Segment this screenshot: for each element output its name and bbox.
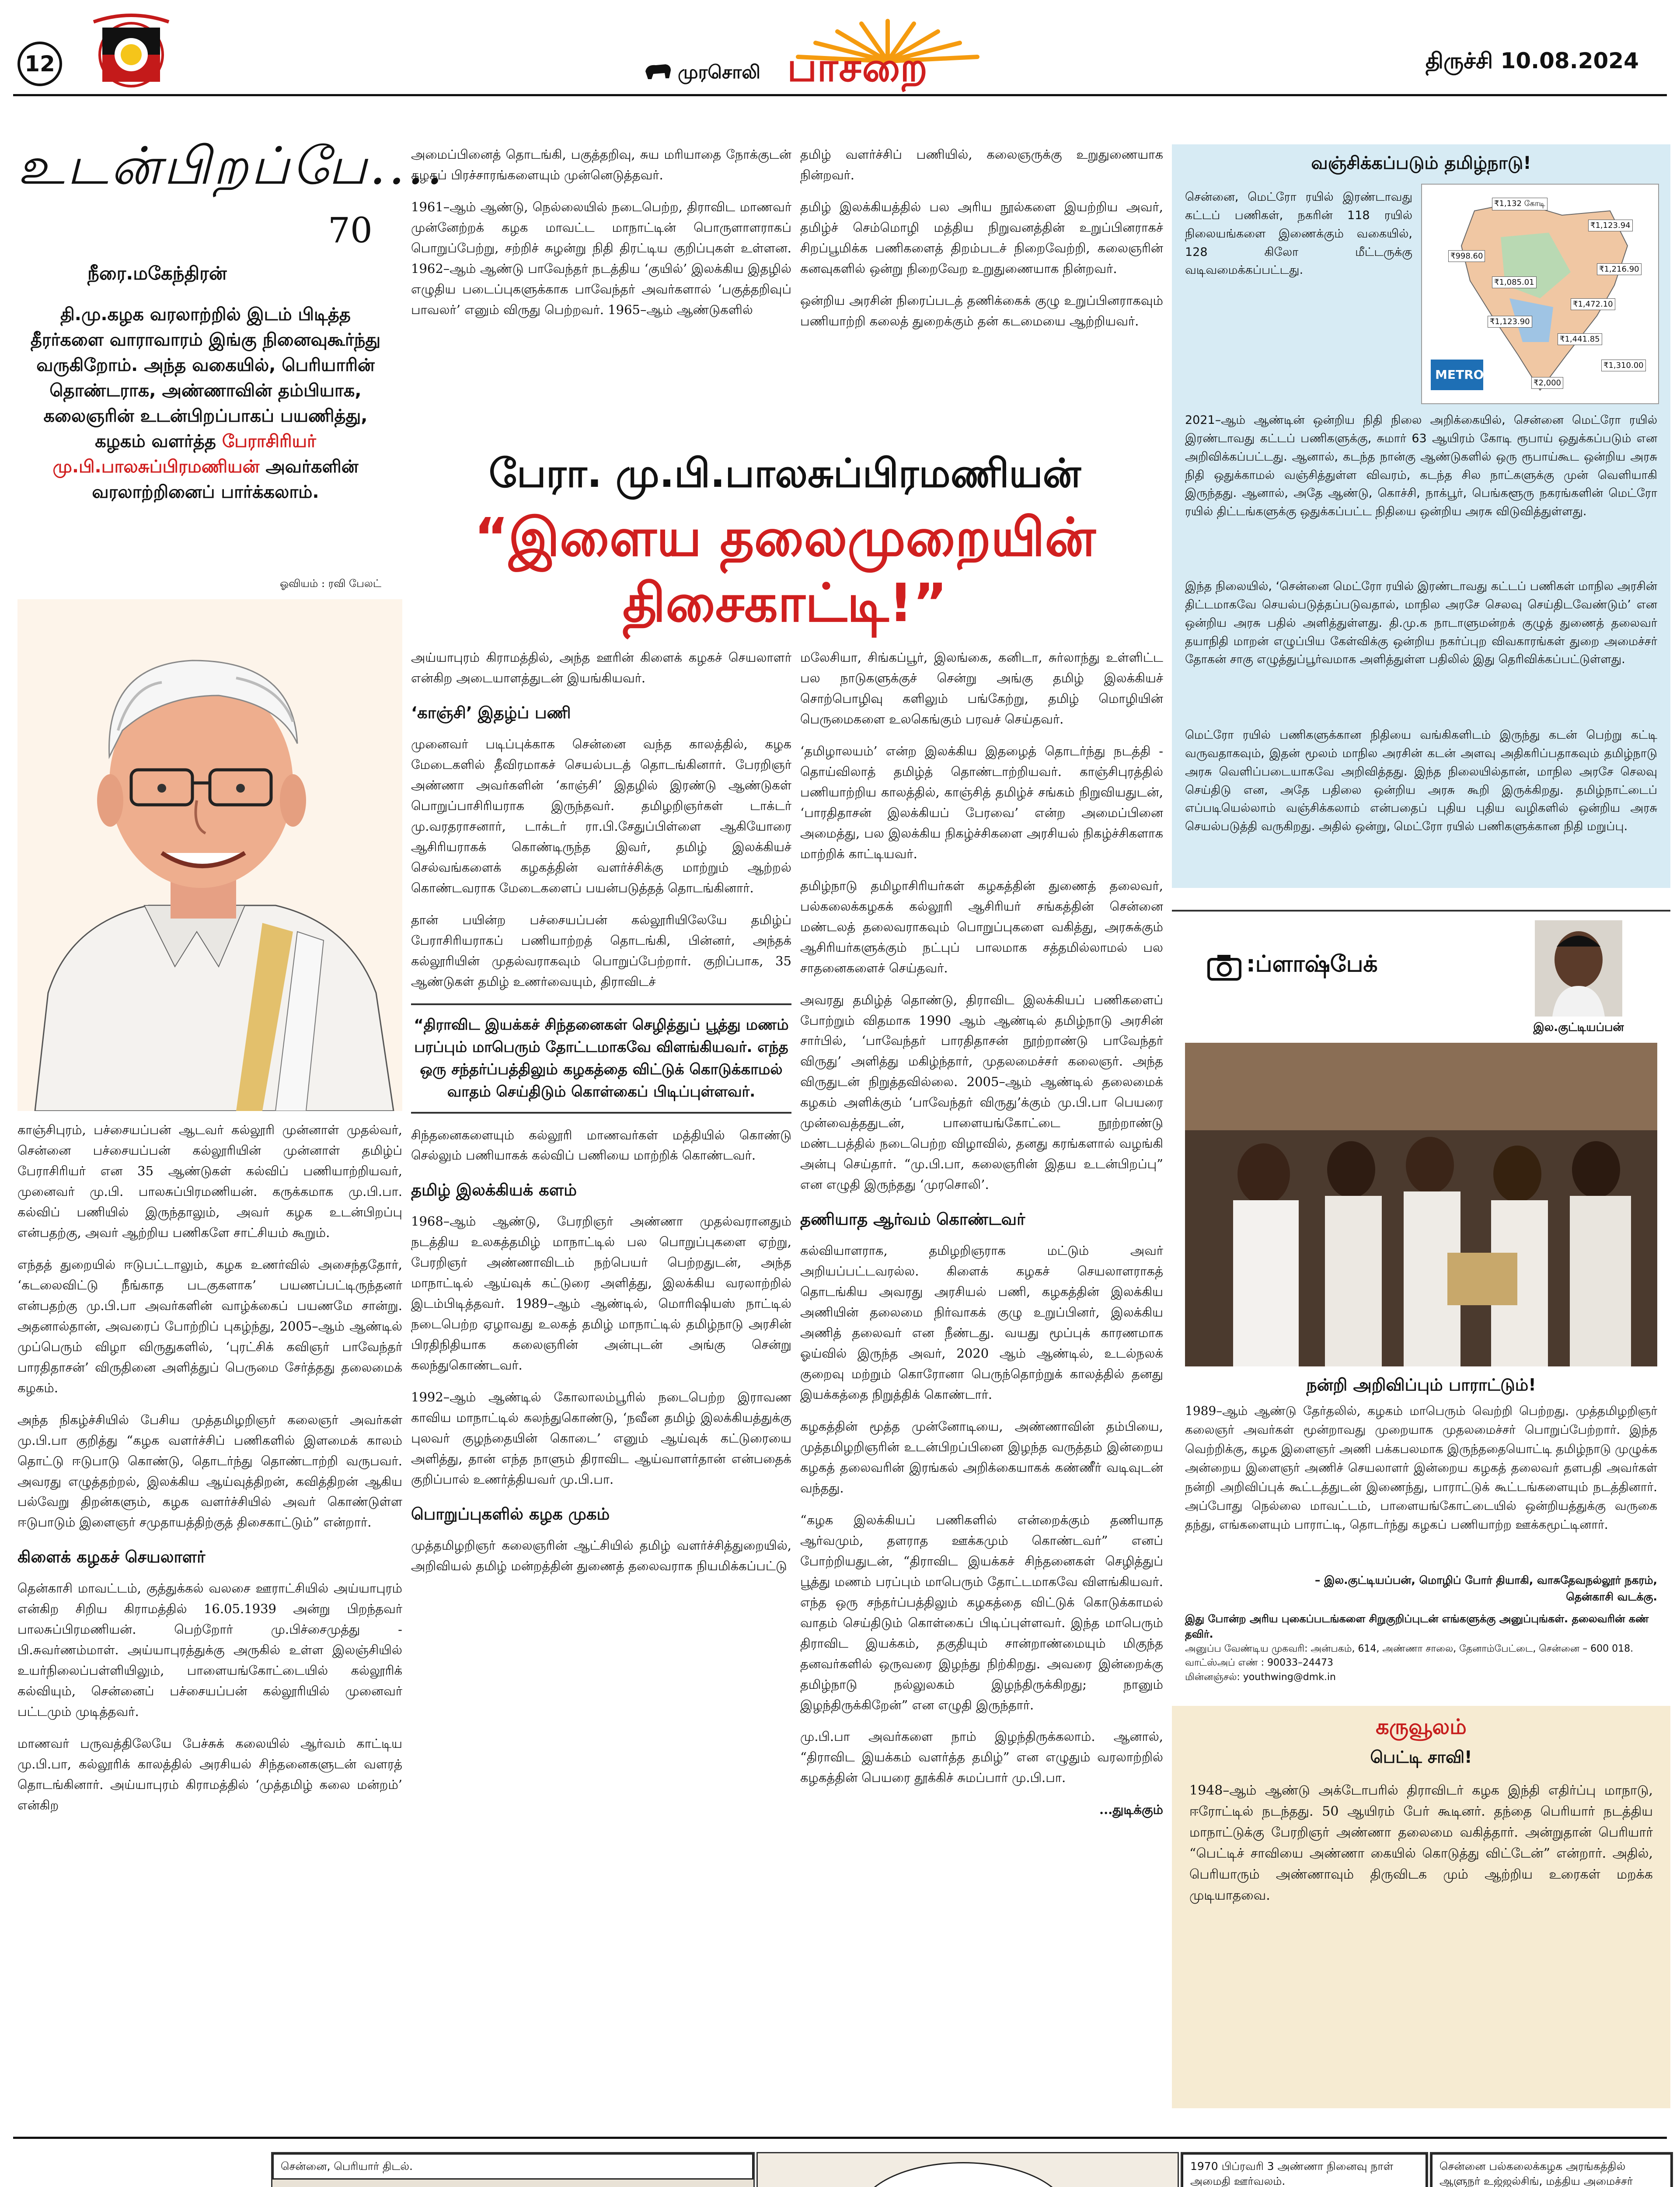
headline-line1: “இளைய தலைமுறையின்: [474, 507, 1096, 568]
metro-map-value-1: ₹1,132 கோடி: [1492, 198, 1548, 210]
page-header: [0, 0, 1680, 92]
metro-map-value-3: ₹998.60: [1448, 250, 1485, 262]
intro-before: தி.மு.கழக வரலாற்றில் இடம் பிடித்த தீரர்களை வாராவாரம் இங்கு நினைவுகூர்ந்து வருகிறோம். அந்த வகையில், பெரியாரின் தொண்டராக, அண்ணாவின் தம்பியாக, கலைஞரின் உடன்பிறப்பாகப் பயணித்து, கழகம் வளர்த்த: [30, 304, 381, 451]
panel-1-caption: சென்னை, பெரியார் திடல்.: [272, 2153, 753, 2180]
comic-panel-2: [756, 2152, 1179, 2187]
metro-map-value-4: ₹1,216.90: [1597, 263, 1642, 275]
page-number: 12: [17, 42, 62, 86]
flashback-email: மின்னஞ்சல்: youthwing@dmk.in: [1185, 1672, 1336, 1683]
city-date: திருச்சி 10.08.2024: [1426, 48, 1639, 73]
karuvoolam-subtitle: பெட்டி சாவி!: [1370, 1747, 1472, 1767]
panel-4-caption: சென்னை பல்கலைக்கழக அரங்கத்தில் ஆளுநர் உஜ்ஜல்சிங், மத்திய அமைச்சர்: [1431, 2153, 1672, 2187]
masthead-small: முரசொலி: [678, 61, 760, 83]
flashback-title: :ப்ளாஷ்பேக்: [1246, 951, 1378, 977]
col2-p8: 1992–ஆம் ஆண்டில் கோலாலம்பூரில் நடைபெற்ற இராவண காவிய மாநாட்டில் கலந்துகொண்டு, ‘நவீன தமிழ் இலக்கியத்துக்கு புலவர் குழந்தையின் கொடை’ எனும் ஆய்வுக் கட்டுரையை அளித்து, தான் எந்த நாளும் திராவிட ஆய்வாளர்தான் என்பதைக் குறிப்பால் உணர்த்தியவர் மு.பி.பா.: [411, 1390, 791, 1487]
col2-p5: தான் பயின்ற பச்சையப்பன் கல்லூரியிலேயே தமிழ்ப் பேராசிரியராகப் பணியாற்றத் தொடங்கி, பின்னர், அந்தக் கல்லூரியின் முதல்வராகவும் பொறுப்பேற்றார். குறிப்பாக, 35 ஆண்டுகள் தமிழ் உணர்வையும், திராவிடச்: [411, 912, 791, 989]
col3-p6: தமிழ்நாடு தமிழாசிரியர்கள் கழகத்தின் துணைத் தலைவர், பல்கலைக்கழகக் கல்லூரி ஆசிரியர் சங்கத்தின் சென்னை மண்டலத் தலைவராகவும் பொறுப்புகளை வகித்து, அரசுக்கும் ஆசிரியர்களுக்கும் நட்புப் பாலமாக சத்தமில்லாமல் பல சாதனைகளைச் செய்தவர்.: [800, 878, 1163, 975]
flashback-person: இல.குட்டியப்பன்: [1533, 1021, 1624, 1034]
karuvoolam-text: 1948–ஆம் ஆண்டு அக்டோபரில் திராவிடர் கழக இந்தி எதிர்ப்பு மாநாடு, ஈரோட்டில் நடந்தது. 50 ஆயிரம் பேர் கூடினர். தந்தை பெரியார் நடத்திய மாநாட்டுக்கு பேரறிஞர் அண்ணா தலைமை வகித்தார். அன்றுதான் பெரியார் “பெட்டிச் சாவியை அண்ணா கையில் கொடுத்து விட்டேன்” என்றார். அதில், பெரியாரும் அண்ணாவும் திருவிடக மும் ஆற்றிய உரைகள் மறக்க முடியாதவை.: [1189, 1783, 1653, 1903]
col2-p4: முனைவர் படிப்புக்காக சென்னை வந்த காலத்தில், கழக மேடைகளில் தீவிரமாகச் செயல்படத் தொடங்கினார். பேரறிஞர் அண்ணா அவர்களின் ‘காஞ்சி’ இதழில் இரண்டு ஆண்டுகள் பொறுப்பாசிரியராக இருந்தவர். தமிழறிஞர்கள் டாக்டர் மு.வரதராசனார், டாக்டர் ரா.பி.சேதுப்பிள்ளை ஆகியோரை ஆசிரியராகக் கொண்டிருந்த இவர், தமிழ் இலக்கியச் செல்வங்களைக் கழகத்தின் வளர்ச்சிக்கு மாற்றும் ஆற்றல் கொண்டவராக மேடைகளைப் பயன்படுத்தத் தொடங்கினார்.: [411, 736, 791, 895]
col2-subhead-3: பொறுப்புகளில் கழக முகம்: [411, 1504, 610, 1523]
intro-text: [22, 302, 389, 505]
metro-map-value-6: ₹1,472.10: [1571, 298, 1615, 310]
col2-p9: முத்தமிழறிஞர் கலைஞரின் ஆட்சியில் தமிழ் வளர்ச்சித்துறையில், அறிவியல் தமிழ் மன்றத்தின் துணைத் தலைவராக நியமிக்கப்பட்டு: [411, 1537, 791, 1573]
col1-subhead: கிளைக் கழகச் செயலாளர்: [17, 1548, 206, 1567]
article-column-3: [800, 647, 1163, 2126]
col2-subhead-1: ‘காஞ்சி’ இதழ்ப் பணி: [411, 703, 571, 722]
headline-name: பேரா. மு.பி.பாலசுப்பிரமணியன்: [489, 451, 1081, 496]
series-title: உடன்பிறப்பே....: [17, 136, 446, 196]
flashback-address: அனுப்ப வேண்டிய முகவரி: அன்பகம், 614, அண்ணா சாலை, தேனாம்பேட்டை, சென்னை – 600 018. வாட்ஸ்அப் எண் : 90033–24473: [1185, 1643, 1634, 1668]
col1-p2: எந்தத் துறையில் ஈடுபட்டாலும், கழக உணர்வில் அசைந்ததோர், ‘கடலைவிட்டு நீங்காத படகுகளாக’ பயணப்பட்டிருந்தனர் என்பதற்கு மு.பி.பா அவர்களின் வாழ்க்கைப் பயணமே சான்று. அதனால்தான், அவரைப் போற்றிப் புகழ்ந்து, 2005–ஆம் ஆண்டில் முப்பெரும் விழா விருதுகளில், ‘புரட்சிக் கவிஞர் பாவேந்தர் பாரதிதாசன்’ விருதினை அளித்துப் பெருமை சேர்த்தது தலைமைக் கழகம்.: [17, 1257, 402, 1395]
camera-icon: [1207, 953, 1242, 981]
comic-title-block: [17, 2178, 262, 2187]
sidebar-karuvoolam-box: [1172, 1706, 1670, 2108]
masthead: [643, 17, 1036, 91]
col2-subhead-2: தமிழ் இலக்கியக் களம்: [411, 1181, 577, 1200]
col1-p1: காஞ்சிபுரம், பச்சையப்பன் ஆடவர் கல்லூரி முன்னாள் முதல்வர், சென்னை பச்சையப்பன் கல்லூரியின் முன்னாள் தமிழ்ப் பேராசிரியர் என 35 ஆண்டுகள் கல்விப் பணியாற்றியவர், முனைவர் மு.பி. பாலசுப்பிரமணியன். கருக்கமாக மு.பி.பா. கல்விப் பணியில் இருந்தாலும், அவர் கழக உடன்பிறப்பு என்பதற்கு, அவர் ஆற்றிய பணிகளே சாட்சியம் கூறும்.: [17, 1122, 402, 1240]
col3-subhead: தணியாத ஆர்வம் கொண்டவர்: [800, 1210, 1025, 1229]
metro-map-value-5: ₹1,085.01: [1492, 276, 1537, 288]
col3-p1: தமிழ் வளர்ச்சிப் பணியில், கலைஞருக்கு உறுதுணையாக நின்றவர்.: [800, 147, 1163, 182]
metro-map: [1421, 184, 1659, 404]
col3-p4: மலேசியா, சிங்கப்பூர், இலங்கை, கனிடா, சுர்லாந்து உள்ளிட்ட பல நாடுகளுக்குச் சென்று அங்கு தமிழ் இலக்கியச் சொற்பொழிவு களிலும் பங்கேற்று, தமிழ் மொழியின் பெருமைகளை உலகெங்கும் பரவச் செய்தவர்.: [800, 650, 1163, 727]
col1-p4: தென்காசி மாவட்டம், குத்துக்கல் வலசை ஊராட்சியில் அய்யாபுரம் என்கிற சிறிய கிராமத்தில் 16.05.1939 அன்று பிறந்தவர் பாலசுப்பிரமணியன். பெற்றோர் மு.பிச்சைமுத்து - பி.சுவர்ணம்மாள். அய்யாபுரத்துக்கு அருகில் உள்ள இலஞ்சியில் உயர்நிலைப்பள்ளியிலும், பாளையங்கோட்டையில் கல்லூரிக் கல்வியும், சென்னைப் பச்சையப்பன் கல்லூரியில் முனைவர் பட்டமும் முடித்தவர்.: [17, 1581, 402, 1719]
sidebar-metro-title: வஞ்சிக்கப்படும் தமிழ்நாடு!: [1311, 153, 1531, 173]
flashback-note: இது போன்ற அரிய புகைப்படங்களை சிறுகுறிப்புடன் எங்களுக்கு அனுப்புங்கள். தலைவரின் கண் தவிர்.: [1185, 1613, 1649, 1640]
sidebar-flashback-box: [1172, 910, 1670, 1686]
series-number: 70: [328, 210, 373, 251]
bull-logo-icon: [643, 59, 673, 81]
sidebar-metro-p4: மெட்ரோ ரயில் பணிகளுக்கான நிதியை வங்கிகளிடம் இருந்து கடன் பெற்று கட்டி வருவதாகவும், இதன் மூலம் மாநில அரசின் கடன் அளவு அதிகரிப்பதாகவும் தமிழ்நாடு அரசு வெளிப்படையாகவே அறிவித்தது. இந்த நிலையில்தான், மாநில அரசே செலவு செய்திடு என, அதே பதிலை ஒன்றிய அரசு கூறி இருக்கிறது. தமிழ்நாட்டைப் எப்படியெல்லாம் வஞ்சிக்கலாம் என்பதைப் புதிய புதிய வழிகளில் ஒன்றிய அரசு செயல்படுத்தி வருகிறது. அதில் ஒன்று, மெட்ரோ ரயில் பணிகளுக்கான நிதி மறுப்பு.: [1185, 728, 1657, 834]
article-column-2-top: [411, 144, 791, 442]
flashback-caption: நன்றி அறிவிப்பும் பாராட்டும்!: [1306, 1375, 1536, 1394]
flashback-photo: [1185, 1043, 1657, 1366]
sidebar-metro-p3: இந்த நிலையில், ‘சென்னை மெட்ரோ ரயில் இரண்டாவது கட்டப் பணிகள் மாநில அரசின் திட்டமாகவே செயல்படுத்தப்படுவதால், மாநில அரசே செலவு செய்திடவேண்டும்’ என ஒன்றிய அரசு பதில் அளித்துள்ளது. தி.மு.க நாடாளுமன்றக் குழுத் துணைத் தலைவர் தயாநிதி மாறன் எழுப்பிய கேள்விக்கு ஒன்றிய நகர்ப்புற விவகாரங்கள் துறை அமைச்சர் தோகன் சாகு எழுத்துப்பூர்வமாக அளித்துள்ள பதிலில் இது தெரிவிக்கப்பட்டுள்ளது.: [1185, 580, 1657, 667]
col3-p11: மு.பி.பா அவர்களை நாம் இழந்திருக்கலாம். ஆனால், “திராவிட இயக்கம் வளர்த்த தமிழ்” என எழுதும் வரலாற்றில் கழகத்தின் பெயரை தூக்கிச் சுமப்பார் மு.பி.பா.: [800, 1729, 1163, 1785]
col3-p3: ஒன்றிய அரசின் நிரைப்படத் தணிக்கைக் குழு உறுப்பினராகவும் பணியாற்றி கலைத் துறைக்கும் தன் கடமையை ஆற்றியவர்.: [800, 293, 1163, 328]
col3-p9: கழகத்தின் மூத்த முன்னோடியை, அண்ணாவின் தம்பியை, முத்தமிழறிஞரின் உடன்பிறப்பினை இழந்த வருத்தம் இன்றைய கழகத் தலைவரின் இரங்கல் அறிக்கையாகக் கண்ணீர் வடிவுடன் வந்தது.: [800, 1418, 1163, 1495]
metro-map-value-2: ₹1,123.94: [1588, 220, 1633, 231]
flashback-sign: – இல.குட்டியப்பன், மொழிப் போர் தியாகி, வாசுதேவநல்லூர் நகரம், தென்காசி வடக்கு.: [1314, 1574, 1657, 1603]
party-emblem: [87, 13, 175, 90]
comic-panel-1: [271, 2152, 755, 2187]
col1-p5: மாணவர் பருவத்திலேயே பேச்சுக் கலையில் ஆர்வம் காட்டிய மு.பி.பா, கல்லூரிக் காலத்தில் அரசியல் சிந்தனைகளுடன் வளரத் தொடங்கினார். அய்யாபுரம் கிராமத்தில் ‘முத்தமிழ் கலை மன்றம்’ என்கிற: [17, 1736, 402, 1813]
masthead-title: பாசறை: [787, 44, 929, 91]
portrait-illustration: [17, 599, 402, 1111]
comic-divider: [13, 2137, 1667, 2139]
intro-after: அவர்களின் வரலாற்றினைப் பார்க்கலாம்.: [92, 457, 359, 502]
col1-p3: அந்த நிகழ்ச்சியில் பேசிய முத்தமிழறிஞர் கலைஞர் அவர்கள் மு.பி.பா குறித்து “கழக வளர்ச்சிப் பணிகளில் இளமைக் காலம் தொட்டு ஈடுபாடு கொண்டு, தொடர்ந்து தொண்டாற்றி வருபவர். அவரது எழுத்தற்றல், இலக்கிய ஆய்வுத்திறன், கவித்திறன் ஆகிய பல்வேறு திறன்களும், கழக வளர்ச்சியில் அவர் கொண்டுள்ள ஈடுபாடும் இளைஞர் சமுதாயத்திற்குத் திசைகாட்டும்” என்றார்.: [17, 1412, 402, 1530]
article-column-1: [17, 1120, 402, 2121]
col3-p10: “கழக இலக்கியப் பணிகளில் என்றைக்கும் தணியாத ஆர்வமும், தளராத ஊக்கமும் கொண்டவர்” எனப் போற்றியதுடன், “திராவிட இயக்கச் சிந்தனைகள் செழித்துப் பூத்து மணம் பரப்பும் மாபெரும் தோட்டமாகவே விளங்கியவர். எந்த ஒரு சந்தர்ப்பத்திலும் கழகத்தை விட்டுக் கொடுக்காமல் வாதம் செய்திடும் கொள்கைப் பிடிப்புள்ளவர். இந்த மாபெரும் திராவிட இயக்கம், தகுதியும் சான்றாண்மையும் மிகுந்த தனவர்களில் ஒருவரை இழந்து நிற்கிறது. அவரை இன்றைக்கு தமிழ்நாடு நல்லுலகம் இழந்திருக்கிறது; நானும் இழந்திருக்கிறேன்” என எழுதி இருந்தார்.: [800, 1512, 1163, 1712]
article-column-2: [411, 647, 791, 2126]
col2-p7: 1968–ஆம் ஆண்டு, பேரறிஞர் அண்ணா முதல்வரானதும் நடத்திய உலகத்தமிழ் மாநாட்டில் பல பொறுப்புகளை ஏற்று, பேரறிஞர் அண்ணாவிடம் நற்பெயர் பெற்றதுடன், அந்த மாநாட்டில் ஆய்வுக் கட்டுரை அளித்து, இலக்கிய வரலாற்றில் இடம்பிடித்தவர். 1989–ஆம் ஆண்டில், மொரிஷியஸ் நாட்டில் நடைபெற்ற ஏழாவது உலகத் தமிழ் மாநாட்டில் தமிழ்நாடு அரசின் பிரதிநிதியாக கலைஞரின் அன்புடன் அங்கு சென்று கலந்துகொண்டவர்.: [411, 1214, 791, 1373]
col3-p7: அவரது தமிழ்த் தொண்டு, திராவிட இலக்கியப் பணிகளைப் போற்றும் விதமாக 1990 ஆம் ஆண்டில் தமிழ்நாடு அரசின் சார்பில், ‘பாவேந்தர் பாரதிதாசன் நூற்றாண்டு பாவேந்தர் விருது’ அளித்து மகிழ்ந்தார், முதலமைச்சர் கலைஞர். அந்த விருதுடன் நிறுத்தவில்லை. 2005–ஆம் ஆண்டில் தலைமைக் கழகம் அளிக்கும் ‘பாவேந்தர் விருது’க்கும் மு.பி.பா பெயரை முன்வைத்ததுடன், பாளையங்கோட்டை நூற்றாண்டு மண்டபத்தில் நடைபெற்ற விழாவில், தனது கரங்களால் வழங்கி அன்பு செய்தார். “மு.பி.பா, கலைஞரின் இதய உடன்பிறப்பு” என எழுதி இருந்தது ‘முரசொலி’.: [800, 992, 1163, 1192]
continued-marker: ...துடிக்கும்: [1099, 1802, 1163, 1817]
panel-3-caption: 1970 பிப்ரவரி 3 அண்ணா நினைவு நாள் அமைதி ஊர்வலம்.: [1182, 2153, 1427, 2187]
metro-map-value-8: ₹1,441.85: [1558, 333, 1602, 345]
illustration-credit: ஓவியம் : ரவி பேலட்: [280, 577, 381, 590]
karuvoolam-title: கருவூலம்: [1376, 1715, 1467, 1739]
metro-map-value-9: ₹1,310.00: [1601, 360, 1646, 371]
person-photo: [1535, 920, 1622, 1017]
col3-p2: தமிழ் இலக்கியத்தில் பல அரிய நூல்களை இயற்றிய அவர், தமிழ்ச் செம்மொழி மத்திய நிறுவனத்தின் உறுப்பினராகச் சிறப்பூமிக்க பணிகளைத் திறம்படச் நிறைவேற்றி, கலைஞரின் கனவுகளில் ஒன்று நிறைவேற உறுதுணையாக நின்றவர்.: [800, 199, 1163, 276]
intro-highlight: பேராசிரியர் மு.பி.பாலசுப்பிரமணியன்: [52, 431, 316, 477]
sidebar-metro-p2: 2021–ஆம் ஆண்டின் ஒன்றிய நிதி நிலை அறிக்கையில், சென்னை மெட்ரோ ரயில் இரண்டாவது கட்டப் பணிகளுக்கு, சுமார் 63 ஆயிரம் கோடி ரூபாய் ஒதுக்கப்படும் என அறிவிக்கப்பட்டது. ஆனால், கடந்த நான்கு ஆண்டுகளில் ஒரு ரூபாய்கூட ஒன்றிய அரசு நிதி ஒதுக்காமல் வஞ்சித்துள்ள விவரம், கடந்த சில நாட்களுக்கு முன் வெளியாகி இருந்தது. ஆனால், அதே ஆண்டு, கொச்சி, நாக்பூர், பெங்களூரு நகரங்களின் மெட்ரோ ரயில் திட்டங்களுக்கு ஒதுக்கப்பட்ட நிதியை ஒன்றிய அரசு விடுவித்துள்ளது.: [1185, 413, 1657, 519]
headline-line2: திசைகாட்டி!”: [622, 573, 948, 634]
col3-p8: கல்வியாளராக, தமிழறிஞராக மட்டும் அவர் அறியப்பட்டவரல்ல. கிளைக் கழகச் செயலாளராகத் தொடங்கிய அவரது அரசியல் பணி, கழகத்தின் இலக்கிய அணியின் தலைமை நிர்வாகக் குழு உறுப்பினர், இலக்கிய அணித் தலைவர் என நீண்டது. வயது மூப்புக் காரணமாக ஓய்வில் இருந்த அவர், 2020 ஆம் ஆண்டில், உடல்நலக் குறைவு மற்றும் கொரோனா பெருந்தொற்றுக் காலத்தில் தனது இயக்கத்தை நிறுத்திக் கொண்டார்.: [800, 1243, 1163, 1402]
comic-panel-4: [1430, 2152, 1673, 2187]
article-column-3-top: [800, 144, 1163, 442]
sidebar-metro-box: [1172, 144, 1670, 888]
pull-quote-text: “திராவிட இயக்கச் சிந்தனைகள் செழித்துப் பூத்து மணம் பரப்பும் மாபெரும் தோட்டமாகவே விளங்கியவர். எந்த ஒரு சந்தர்ப்பத்திலும் கழகத்தை விட்டுக் கொடுக்காமல் வாதம் செய்திடும் கொள்கைப் பிடிப்புள்ளவர்.: [414, 1016, 789, 1100]
flashback-text: 1989–ஆம் ஆண்டு தேர்தலில், கழகம் மாபெரும் வெற்றி பெற்றது. முத்தமிழறிஞர் கலைஞர் அவர்கள் மூன்றாவது முறையாக முதலமைச்சர் பொறுப்பேற்றார். இந்த வெற்றிக்கு, கழக இளைஞர் அணி பக்கபலமாக இருந்ததையொட்டி தமிழ்நாடு முழுக்க அன்றைய இளைஞர் அணிச் செயலாளர் இன்றைய கழகத் தலைவர் தளபதி அவர்கள் நன்றி அறிவிப்புக் கூட்டத்துடன் இணைந்து, பாராட்டுக் கூட்டங்களையும் நடத்தினார். அப்போது நெல்லை மாவட்டம், பாளையங்கோட்டையில் ஒன்றியத்துக்கு வருகை தந்து, எங்களையும் பாராட்டி, தொடர்ந்து கழகப் பணியாற்ற ஊக்கமூட்டினார்.: [1185, 1404, 1657, 1532]
sidebar-metro-p1: சென்னை, மெட்ரோ ரயில் இரண்டாவது கட்டப் பணிகள், நகரின் 118 ரயில் நிலையங்களை இணைக்கும் வகையில், 128 கிலோ மீட்டருக்கு வடிவமைக்கப்பட்டது.: [1185, 190, 1412, 277]
col3-p5: ‘தமிழாலயம்’ என்ற இலக்கிய இதழைத் தொடர்ந்து நடத்தி - தொய்விலாத் தமிழ்த் தொண்டாற்றியவர். காஞ்சிபுரத்தில் பணியாற்றிய காலத்தில், காஞ்சித் தமிழ்ச் சங்கம் நிறுவியதுடன், ‘பாரதிதாசன் இலக்கியப் பேரவை’ என்ற அமைப்பினை அமைத்து, பல இலக்கிய நிகழ்ச்சிகளை அரசியல் நிகழ்ச்சிகளாக மாற்றிக் காட்டியவர்.: [800, 743, 1163, 861]
metro-map-label: METRO: [1435, 367, 1484, 382]
comic-panel-3: [1181, 2152, 1428, 2187]
col2-p2: 1961–ஆம் ஆண்டு, நெல்லையில் நடைபெற்ற, திராவிட மாணவர் முன்னேற்றக் கழக மாவட்ட மாநாட்டின் பொருளாளராகப் பொறுப்பேற்று, சற்றிச் சுழன்று நிதி திரட்டிய குறிப்புகள் உள்ளன. 1962–ஆம் ஆண்டு பாவேந்தர் நடத்திய ‘குயில்’ இலக்கிய இதழில் எழுதிய படைப்புகளுக்காக பாவேந்தர் அவர்களால் ‘பகுத்தறிவுப் பாவலர்’ எனும் விருது பெற்றவர். 1965–ஆம் ஆண்டுகளில்: [411, 199, 791, 317]
metro-map-value-10: ₹2,000: [1531, 377, 1563, 389]
author: நீரை.மகேந்திரன்: [87, 262, 227, 284]
pull-quote: [411, 1003, 791, 1114]
header-rule: [13, 94, 1667, 96]
metro-map-value-7: ₹1,123.90: [1488, 316, 1532, 328]
col2-p1: அமைப்பினைத் தொடங்கி, பகுத்தறிவு, சுய மரியாதை நோக்குடன் கழகப் பிரச்சாரங்களையும் முன்னெடுத்தவர்.: [411, 147, 791, 182]
col2-p6: சிந்தனைகளையும் கல்லூரி மாணவர்கள் மத்தியில் கொண்டு செல்லும் பணியாகக் கல்விப் பணியை மாற்றிக் கொண்டவர்.: [411, 1127, 791, 1163]
col2-p3: அய்யாபுரம் கிராமத்தில், அந்த ஊரின் கிளைக் கழகச் செயலாளர் என்கிற அடையாளத்துடன் இயங்கியவர்.: [411, 650, 791, 685]
